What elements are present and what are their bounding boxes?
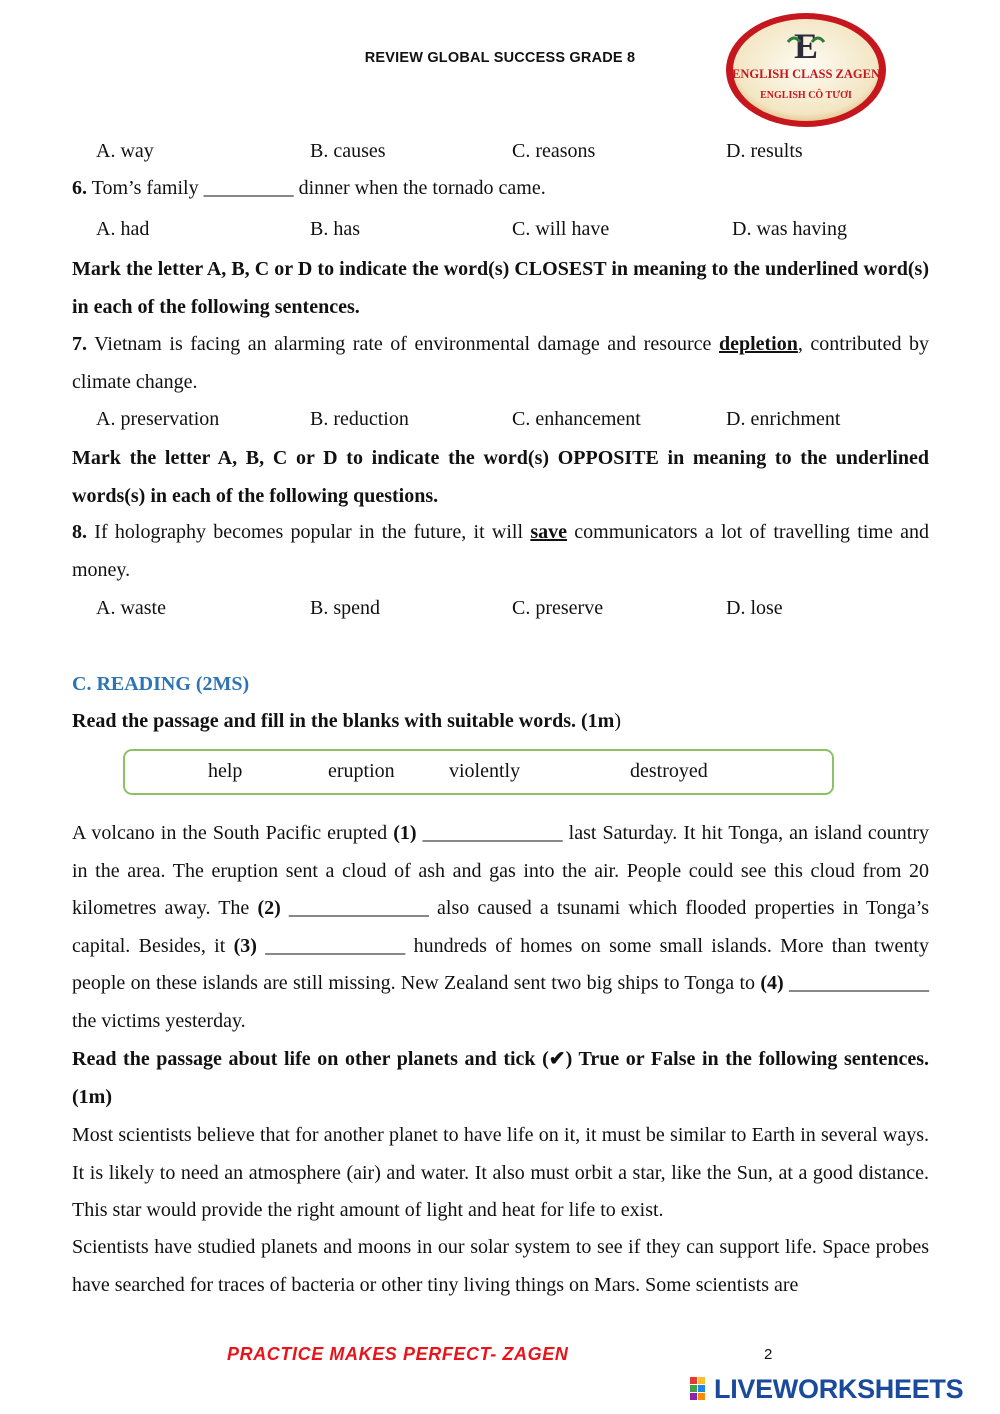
reading-section-heading: C. READING (2MS)	[72, 673, 250, 695]
liveworksheets-brand	[690, 1373, 963, 1405]
closest-meaning-instruction: Mark the letter A, B, C or D to indicate the word(s) CLOSEST in meaning to the underlined word(s) in each of the following sentences.	[72, 258, 929, 318]
footer-motto: PRACTICE MAKES PERFECT- ZAGEN	[227, 1344, 569, 1364]
passage-text: ______________ also caused a tsunami which flooded properties in Tonga’s capital. Besides, it	[72, 897, 930, 957]
q5-option-b: B. causes	[310, 140, 386, 162]
question-text-end: communicators a lot of travelling time and money.	[72, 521, 930, 581]
liveworksheets-icon	[690, 1377, 714, 1401]
passage-text: ______________ the victims yesterday.	[72, 972, 929, 1032]
word-bank-item-help: help	[208, 760, 243, 782]
page-header-title: REVIEW GLOBAL SUCCESS GRADE 8	[364, 50, 636, 66]
q7-option-d: D. enrichment	[726, 408, 841, 430]
question-text: Tom’s family _________ dinner when the tornado came.	[91, 177, 546, 199]
question-text-end: , contributed by climate change.	[72, 333, 930, 393]
question-number: 6.	[72, 177, 87, 199]
question-text: Vietnam is facing an alarming rate of environmental damage and resource	[94, 333, 719, 355]
q5-option-c: C. reasons	[512, 140, 596, 162]
q7-option-b: B. reduction	[310, 408, 409, 430]
planets-passage-paragraph-1: Most scientists believe that for another planet to have life on it, it must be similar to Earth in several ways. It is likely to need an atmosphere (air) and water. It also must orbit a star, like the Sun, at a good distance. This star would provide the right amount of light and heat for life to exist.	[72, 1124, 929, 1222]
question-6	[72, 177, 546, 200]
q6-option-a: A. had	[96, 218, 150, 240]
blank-number-1: (1)	[393, 822, 417, 844]
page-number: 2	[764, 1346, 773, 1363]
instruction-mark: 1m	[587, 710, 615, 732]
svg-text:ENGLISH CÔ TƯƠI: ENGLISH CÔ TƯƠI	[760, 90, 852, 101]
blank-number-3: (3)	[233, 934, 257, 957]
volcano-passage	[72, 815, 929, 1041]
q5-option-a: A. way	[96, 140, 154, 162]
word-bank-item-violently: violently	[449, 760, 521, 782]
question-8	[72, 514, 929, 589]
q6-option-c: C. will have	[512, 218, 610, 240]
q8-option-a: A. waste	[96, 597, 166, 619]
underlined-word: save	[530, 521, 567, 543]
q7-option-c: C. enhancement	[512, 408, 641, 430]
english-class-zagen-logo	[724, 10, 888, 130]
question-text: If holography becomes popular in the future, it will	[94, 521, 531, 543]
blank-number-2: (2)	[257, 897, 281, 920]
q5-option-d: D. results	[726, 140, 803, 162]
instruction-close: )	[614, 710, 621, 732]
liveworksheets-wordmark: LIVEWORKSHEETS	[714, 1373, 964, 1404]
q8-option-d: D. lose	[726, 597, 783, 619]
q6-option-b: B. has	[310, 218, 360, 240]
blank-number-4: (4)	[760, 972, 784, 995]
opposite-meaning-instruction: Mark the letter A, B, C or D to indicate the word(s) OPPOSITE in meaning to the underlined words(s) in each of the following questions.	[72, 447, 929, 507]
svg-text:ENGLISH CLASS ZAGEN: ENGLISH CLASS ZAGEN	[732, 67, 880, 81]
passage-text: ______________ last Saturday. It hit Tonga, an island country in the area. The eruption sent a cloud of ash and gas into the air. People could see this cloud from 20 kilometres away. The	[72, 822, 929, 920]
svg-text:E: E	[793, 26, 819, 66]
q8-option-c: C. preserve	[512, 597, 604, 619]
question-number: 8.	[72, 521, 87, 543]
q8-option-b: B. spend	[310, 597, 380, 619]
passage-text: A volcano in the South Pacific erupted	[72, 822, 394, 844]
instruction-text: Read the passage and fill in the blanks with suitable words. (	[72, 710, 588, 732]
word-bank-item-destroyed: destroyed	[630, 760, 708, 782]
true-false-instruction: Read the passage about life on other planets and tick (✔) True or False in the following sentences. (1m)	[72, 1048, 929, 1108]
q7-option-a: A. preservation	[96, 408, 220, 430]
underlined-word: depletion	[718, 333, 798, 355]
planets-passage-paragraph-2: Scientists have studied planets and moons in our solar system to see if they can support life. Space probes have searched for traces of bacteria or other tiny living things on Mars. Some scientists are	[72, 1236, 929, 1296]
question-7	[72, 326, 929, 401]
q6-option-d: D. was having	[732, 218, 847, 240]
fill-blanks-instruction	[72, 710, 621, 733]
passage-text: ______________ hundreds of homes on some small islands. More than twenty people on these islands are still missing. New Zealand sent two big ships to Tonga to	[72, 934, 929, 995]
question-number: 7.	[72, 333, 87, 355]
word-bank-item-eruption: eruption	[328, 760, 395, 782]
